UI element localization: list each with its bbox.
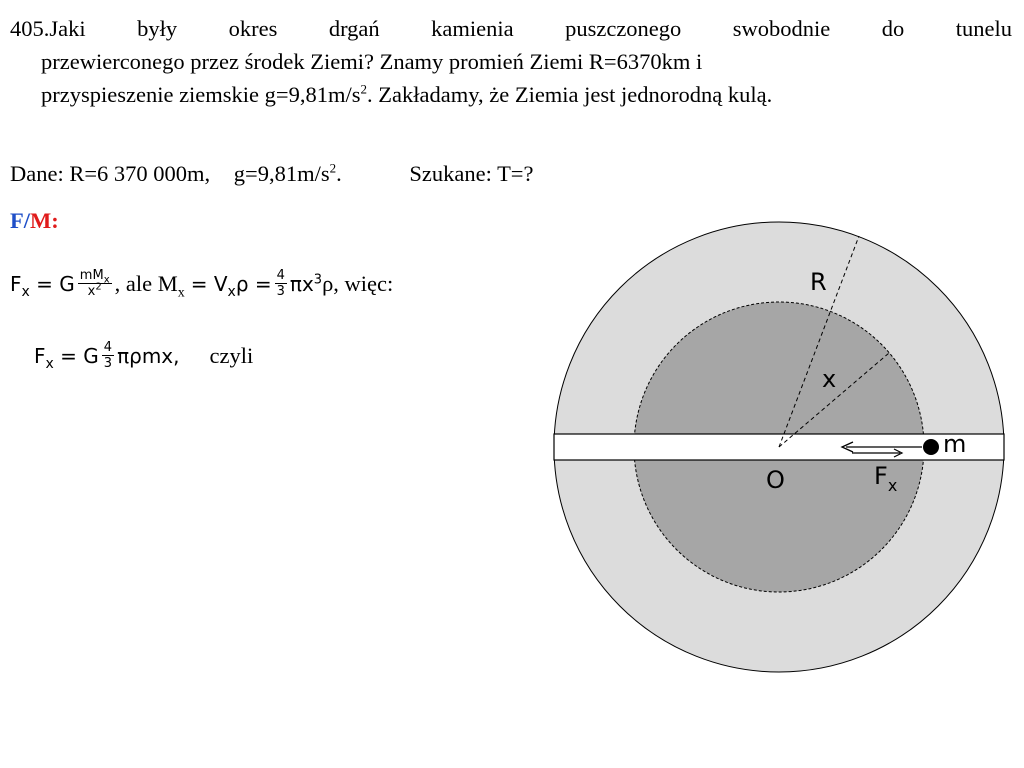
- eq1-frac-den-sup: 2: [95, 281, 102, 293]
- eq2-lhs-sub: x: [45, 355, 54, 372]
- problem-line-3-end: . Zakładamy, że Ziemia jest jednorodną kulą.: [366, 82, 773, 107]
- eq2-frac-num: 4: [103, 340, 113, 355]
- given-szukane: Szukane: T=?: [409, 161, 534, 186]
- eq1-frac-num-sub: x: [103, 274, 110, 286]
- given-dane: Dane: R=6 370 000m,: [10, 161, 211, 186]
- stone-mass-dot: [923, 439, 939, 455]
- label-O: O: [766, 466, 785, 494]
- label-m: m: [943, 430, 967, 458]
- eq1-pix-sup: 3: [313, 271, 323, 287]
- label-R: R: [810, 268, 827, 296]
- eq1-v-sub: x: [227, 283, 236, 300]
- problem-line-3-text: przyspieszenie ziemskie g=9,81m/s: [41, 82, 361, 107]
- problem-line-2: przewierconego przez środek Ziemi? Znamy promień Ziemi R=6370km i: [41, 49, 703, 74]
- label-F-main: F: [874, 462, 888, 490]
- heading-f: F: [10, 208, 24, 233]
- eq2-rest: πρmx,: [117, 343, 180, 368]
- eq1-v-text: = V: [190, 271, 228, 296]
- eq2-frac-den: 3: [103, 356, 113, 371]
- given-g-sup: 2: [329, 160, 337, 176]
- problem-line-3-sup: 2: [360, 81, 367, 97]
- heading-slash: /: [23, 208, 31, 233]
- eq1-pix-text: πx: [289, 271, 314, 296]
- eq1-tail: ρ, więc:: [322, 270, 394, 296]
- eq1-rho-eq: ρ =: [235, 271, 272, 296]
- eq1-middle-text: , ale M: [114, 270, 178, 296]
- given-g-text: g=9,81m/s: [233, 161, 330, 186]
- heading-m: M:: [30, 208, 59, 233]
- eq1-middle-sub: x: [177, 285, 185, 300]
- label-F-sub: x: [887, 476, 898, 495]
- eq1-frac-den-text: x: [87, 284, 96, 299]
- eq1-eq-g: = G: [36, 271, 75, 296]
- eq1-frac-num-text: mM: [79, 268, 104, 283]
- eq1-lhs-sub: x: [21, 283, 30, 300]
- label-x: x: [822, 365, 837, 393]
- eq1-frac2-num: 4: [276, 268, 285, 283]
- problem-line-1: 405.Jaki były okres drgań kamienia puszczonego swobodnie do tunelu: [10, 16, 1012, 41]
- eq1-frac2-den: 3: [276, 284, 285, 299]
- eq1-lhs-f: F: [10, 271, 22, 296]
- eq2-lhs-f: F: [34, 343, 46, 368]
- given-g-end: .: [336, 161, 342, 186]
- eq2-eq-g: = G: [60, 343, 99, 368]
- eq2-czyli: czyli: [209, 342, 254, 368]
